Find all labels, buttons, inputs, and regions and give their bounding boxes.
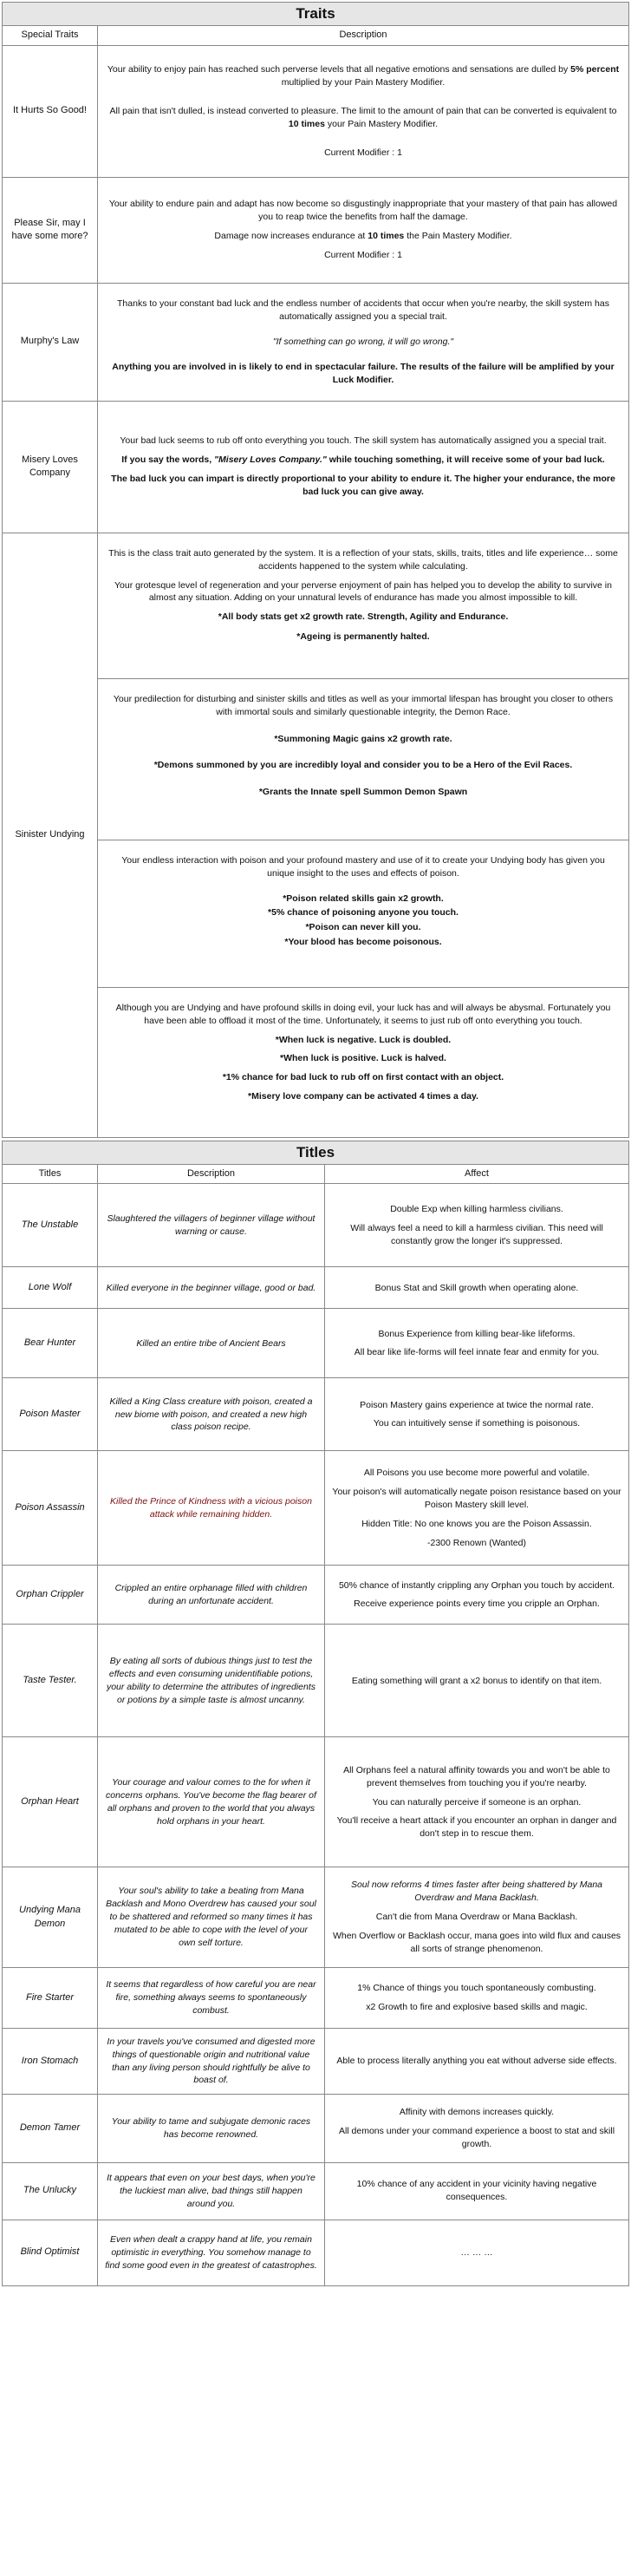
- title-description: Your ability to tame and subjugate demonic races has become renowned.: [98, 2095, 325, 2163]
- title-affect: [325, 2162, 629, 2220]
- affect-line: Receive experience points every time you cripple an Orphan.: [354, 1599, 600, 1610]
- title-name: Orphan Heart: [3, 1737, 98, 1867]
- trait-name: It Hurts So Good!: [3, 45, 98, 177]
- title-affect: [325, 1267, 629, 1309]
- title-row: [3, 2162, 629, 2220]
- title-description: Your courage and valour comes to the for when it concerns orphans. You've become the flag bearer of all orphans and proven to the world that you always hold orphans in your heart.: [98, 1737, 325, 1867]
- title-description: Killed everyone in the beginner village, good or bad.: [98, 1267, 325, 1309]
- title-row: [3, 1566, 629, 1625]
- page: [2, 0, 629, 2286]
- trait-row-it-hurts: [3, 45, 629, 177]
- affect-line: All bear like life-forms will feel innate fear and enmity for you.: [354, 1347, 600, 1358]
- affect-line: Your poison's will automatically negate poison resistance based on your Poison Mastery skill level.: [332, 1487, 621, 1511]
- title-affect: [325, 1309, 629, 1378]
- affect-line: Poison Mastery gains experience at twice the normal rate.: [360, 1399, 594, 1410]
- title-affect: [325, 1451, 629, 1566]
- trait-description: Thanks to your constant bad luck and the endless number of accidents that occur when you're nearby, the skill system has automatically assigned you a special trait. "If something can go wrong, it will go wrong." Anything you are involved in is likely to end in spectacular failure. The results of the failure will be amplified by your Luck Modifier.: [98, 283, 629, 401]
- title-name: Poison Assassin: [3, 1451, 98, 1566]
- title-affect: [325, 2029, 629, 2095]
- title-row: [3, 1625, 629, 1737]
- title-description: Killed an entire tribe of Ancient Bears: [98, 1309, 325, 1378]
- title-affect: [325, 1378, 629, 1451]
- affect-line: x2 Growth to fire and explosive based skills and magic.: [366, 2002, 588, 2012]
- title-name: Poison Master: [3, 1378, 98, 1451]
- title-row: [3, 1184, 629, 1267]
- affect-line: Will always feel a need to kill a harmless civilian. This need will constantly grow the longer it's suppressed.: [350, 1223, 603, 1246]
- trait-row-please-sir: [3, 177, 629, 283]
- trait-name: Murphy's Law: [3, 283, 98, 401]
- title-name: The Unstable: [3, 1184, 98, 1267]
- sinister-block-luck: Although you are Undying and have profound skills in doing evil, your luck has and will always be abysmal. Fortunately you have been able to offload it most of the time. Unfortunately, it seems to just rub off onto everything you touch. *When luck is negative. Luck is doubled. *When luck is positive. Luck is halved. *1% chance for bad luck to rub off on first contact with an object. *Misery love company can be activated 4 times a day.: [115, 1002, 611, 1102]
- affect-line: 1% Chance of things you touch spontaneously combusting.: [357, 1983, 596, 1994]
- trait-row-murphys-law: [3, 283, 629, 401]
- title-row: [3, 1737, 629, 1867]
- title-description: Crippled an entire orphanage filled with children during an unfortunate accident.: [98, 1566, 325, 1625]
- affect-line: Can't die from Mana Overdraw or Mana Backlash.: [375, 1912, 578, 1923]
- trait-description: Your bad luck seems to rub off onto everything you touch. The skill system has automatically assigned you a special trait. If you say the words, "Misery Loves Company." while touching something, it will receive some of your bad luck. The bad luck you can impart is directly proportional to your ability to endure it. The higher your endurance, the more bad luck you can give away.: [98, 401, 629, 533]
- title-row: [3, 2095, 629, 2163]
- title-row: [3, 1309, 629, 1378]
- trait-name: Sinister Undying: [3, 533, 98, 1137]
- affect-line: When Overflow or Backlash occur, mana goes into wild flux and causes all sorts of strange phenomenon.: [332, 1931, 621, 1955]
- title-name: Undying Mana Demon: [3, 1867, 98, 1968]
- affect-line: Affinity with demons increases quickly.: [399, 2107, 555, 2117]
- affect-line: 50% chance of instantly crippling any Orphan you touch by accident.: [338, 1579, 615, 1591]
- title-description: Slaughtered the villagers of beginner village without warning or cause.: [98, 1184, 325, 1267]
- affect-line: Bonus Stat and Skill growth when operating alone.: [374, 1282, 579, 1293]
- title-affect: [325, 2095, 629, 2163]
- trait-row-sinister-undying: [3, 533, 629, 1137]
- title-row: [3, 2029, 629, 2095]
- title-name: Taste Tester.: [3, 1625, 98, 1737]
- title-name: Blind Optimist: [3, 2220, 98, 2285]
- title-affect: [325, 1737, 629, 1867]
- title-description: By eating all sorts of dubious things just to test the effects and even consuming unidentifiable potions, your ability to determine the attributes of ingredients or potions by a simple taste is almost uncanny.: [98, 1625, 325, 1737]
- title-row: [3, 1267, 629, 1309]
- title-name: The Unlucky: [3, 2162, 98, 2220]
- title-affect: [325, 1625, 629, 1737]
- affect-line: … … …: [460, 2246, 493, 2258]
- affect-line: All demons under your command experience a boost to stat and skill growth.: [338, 2125, 615, 2149]
- affect-line: -2300 Renown (Wanted): [426, 1537, 526, 1548]
- trait-row-misery-loves-company: [3, 401, 629, 533]
- traits-col-desc: Description: [98, 26, 629, 46]
- title-name: Demon Tamer: [3, 2095, 98, 2163]
- trait-description: Your ability to endure pain and adapt has now become so disgustingly inappropriate that your mastery of that pain has allowed you to reap twice the benefits from half the damage. Damage now increases endurance at 10 times the Pain Mastery Modifier. Current Modifier : 1: [98, 177, 629, 283]
- sinister-block-poison: Your endless interaction with poison and your profound mastery and use of it to create your Undying body has given you unique insight to the uses and effects of poison. *Poison related skills gain x2 growth. *5% chance of poisoning anyone you touch. *Poison can never kill you. *Your blood has become poisonous.: [98, 840, 628, 988]
- title-affect: [325, 1566, 629, 1625]
- traits-section-title: Traits: [3, 3, 629, 26]
- title-name: Orphan Crippler: [3, 1566, 98, 1625]
- affect-line: 10% chance of any accident in your vicinity having negative consequences.: [356, 2179, 597, 2203]
- titles-col-affect: Affect: [325, 1164, 629, 1184]
- titles-section-title: Titles: [3, 1141, 629, 1164]
- title-row: [3, 2220, 629, 2285]
- trait-description: Your ability to enjoy pain has reached such perverse levels that all negative emotions and sensations are dulled by 5% percent multiplied by your Pain Mastery Modifier. All pain that isn't dulled, is instead converted to pleasure. The limit to the amount of pain that can be converted is equivalent to 10 times your Pain Mastery Modifier. Current Modifier : 1: [98, 45, 629, 177]
- title-row: [3, 1968, 629, 2029]
- trait-name: Please Sir, may I have some more?: [3, 177, 98, 283]
- sinister-block-demon: Your predilection for disturbing and sinister skills and titles as well as your immortal lifespan has brought you closer to others with immortal souls and similarly questionable integrity, the Demon Race. *Summoning Magic gains x2 growth rate. *Demons summoned by you are incredibly loyal and consider you to be a Hero of the Evil Races. *Grants the Innate spell Summon Demon Spawn: [98, 679, 628, 840]
- titles-table: [2, 1141, 629, 2286]
- trait-description: [98, 533, 629, 1137]
- affect-line: Bonus Experience from killing bear-like lifeforms.: [378, 1328, 576, 1339]
- affect-line: You can naturally perceive if someone is an orphan.: [372, 1796, 582, 1808]
- title-row: [3, 1867, 629, 1968]
- traits-table: [2, 2, 629, 1138]
- title-name: Iron Stomach: [3, 2029, 98, 2095]
- title-name: Bear Hunter: [3, 1309, 98, 1378]
- titles-body: [3, 1184, 629, 2285]
- title-affect: [325, 1867, 629, 1968]
- title-description: Killed the Prince of Kindness with a vicious poison attack while remaining hidden.: [98, 1451, 325, 1566]
- title-row: [3, 1451, 629, 1566]
- affect-line: Hidden Title: No one knows you are the Poison Assassin.: [361, 1518, 592, 1529]
- affect-line: You'll receive a heart attack if you encounter an orphan in danger and don't step in to rescue them.: [336, 1815, 617, 1840]
- affect-line: Eating something will grant a x2 bonus to identify on that item.: [351, 1675, 602, 1686]
- sinister-block-class: This is the class trait auto generated by the system. It is a reflection of your stats, skills, traits, titles and life experience… some accidents happened to the system while calculating. Your grotesque level of regeneration and your perverse enjoyment of pain has helped you to develop the ability to survive in almost any situation. Adding on your unnatural levels of endurance has made you almost impossible to kill. *All body stats get x2 growth rate. Strength, Agility and Endurance. *Ageing is permanently halted.: [98, 533, 628, 679]
- title-affect: [325, 1184, 629, 1267]
- affect-line: Soul now reforms 4 times faster after being shattered by Mana Overdraw and Mana Backlash.: [350, 1880, 603, 1904]
- traits-col-trait: Special Traits: [3, 26, 98, 46]
- title-name: Lone Wolf: [3, 1267, 98, 1309]
- title-affect: [325, 2220, 629, 2285]
- affect-line: Able to process literally anything you eat without adverse side effects.: [336, 2056, 617, 2067]
- title-description: It seems that regardless of how careful you are near fire, something always seems to spontaneously combust.: [98, 1968, 325, 2029]
- title-name: Fire Starter: [3, 1968, 98, 2029]
- titles-col-title: Titles: [3, 1164, 98, 1184]
- affect-line: All Orphans feel a natural affinity towards you and won't be able to prevent themselves from touching you if you're nearby.: [343, 1764, 610, 1788]
- title-description: Killed a King Class creature with poison, created a new biome with poison, and created a new high class poison recipe.: [98, 1378, 325, 1451]
- title-row: [3, 1378, 629, 1451]
- affect-line: Double Exp when killing harmless civilians.: [390, 1204, 563, 1215]
- trait-name: Misery Loves Company: [3, 401, 98, 533]
- affect-line: You can intuitively sense if something is poisonous.: [373, 1418, 581, 1429]
- title-description: Even when dealt a crappy hand at life, you remain optimistic in everything. You somehow manage to find some good even in the greatest of catastrophes.: [98, 2220, 325, 2285]
- title-affect: [325, 1968, 629, 2029]
- affect-line: All Poisons you use become more powerful and volatile.: [363, 1468, 590, 1479]
- title-description: Your soul's ability to take a beating from Mana Backlash and Mono Overdrew has caused your soul to be shattered and reformed so many times it has mutated to be able to cope with the level of your own self torture.: [98, 1867, 325, 1968]
- title-description: In your travels you've consumed and digested more things of questionable origin and nutritional value than any living person should rightfully be alive to boast of.: [98, 2029, 325, 2095]
- title-description: It appears that even on your best days, when you're the luckiest man alive, bad things still happen around you.: [98, 2162, 325, 2220]
- titles-col-desc: Description: [98, 1164, 325, 1184]
